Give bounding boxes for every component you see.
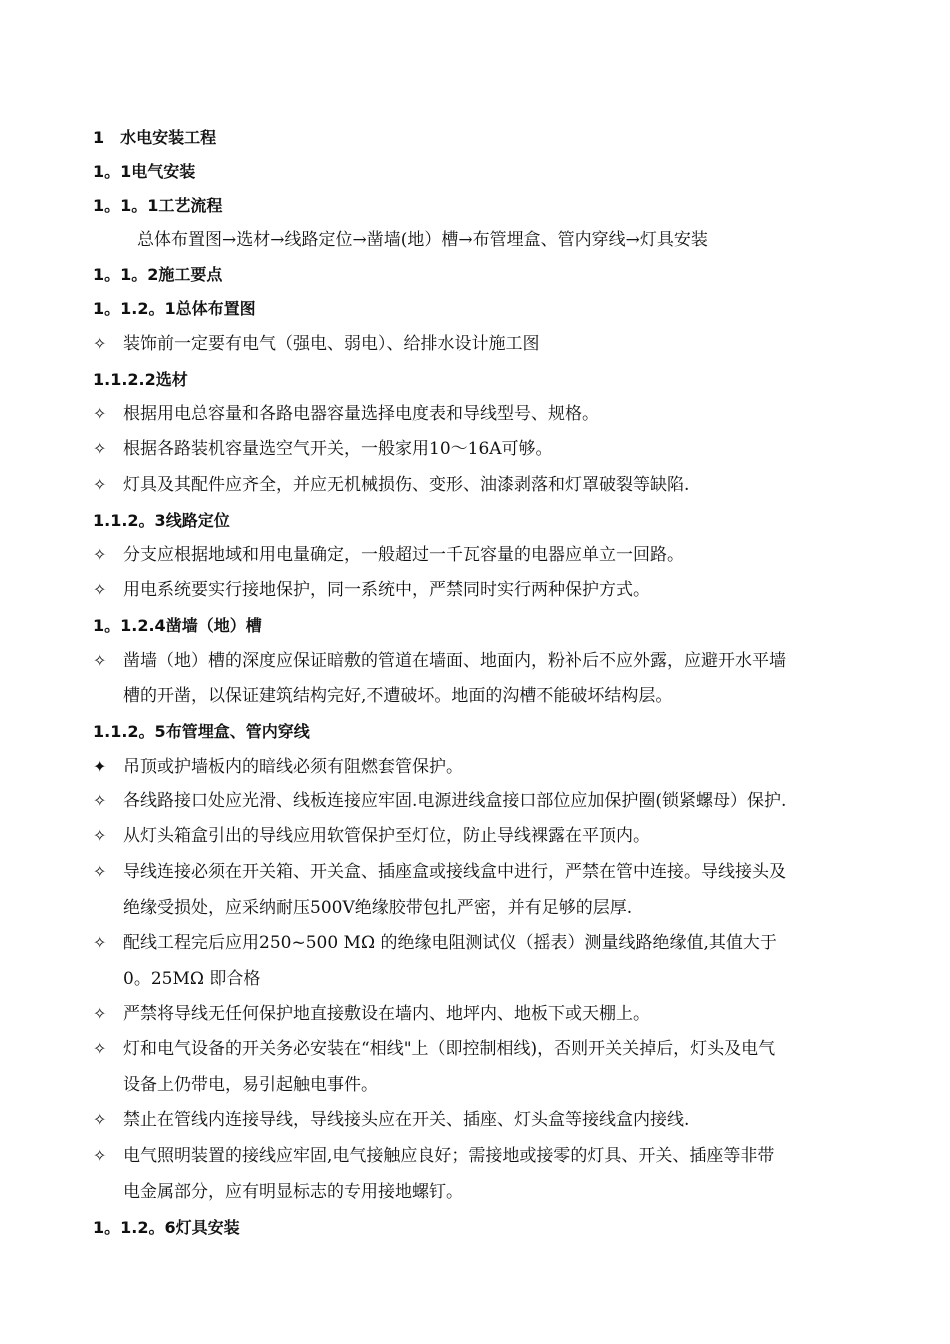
heading-layout-plan: 1。1.2。1总体布置图 xyxy=(93,299,256,318)
list-item: ✧ 配线工程完后应用250~500 MΩ 的绝缘电阻测试仪（摇表）测量线路绝缘值,其值大于 xyxy=(93,933,777,953)
list-item: ✧ 灯和电气设备的开关务必安装在“相线"上（即控制相线)，否则开关关掉后，灯头及电气 xyxy=(93,1039,776,1059)
bullet-icon: ✧ xyxy=(93,1039,107,1058)
list-item: ✧ 根据各路装机容量选空气开关，一般家用10～16A可够。 xyxy=(93,439,553,459)
list-item: ✧ 分支应根据地域和用电量确定，一般超过一千瓦容量的电器应单立一回路。 xyxy=(93,545,684,565)
list-item: ✧ 从灯头箱盒引出的导线应用软管保护至灯位，防止导线裸露在平顶内。 xyxy=(93,826,650,846)
heading-electrical-install: 1。1电气安装 xyxy=(93,162,196,181)
list-item: ✧ 电气照明装置的接线应牢固,电气接触应良好；需接地或接零的灯具、开关、插座等非带 xyxy=(93,1146,775,1166)
heading-process-flow: 1。1。1工艺流程 xyxy=(93,196,223,215)
bullet-icon: ✧ xyxy=(93,791,107,810)
bullet-icon: ✧ xyxy=(93,545,107,564)
bullet-icon: ✧ xyxy=(93,334,107,353)
list-item: ✧ 根据用电总容量和各路电器容量选择电度表和导线型号、规格。 xyxy=(93,404,599,424)
list-item: ✧ 凿墙（地）槽的深度应保证暗敷的管道在墙面、地面内，粉补后不应外露，应避开水平墙 xyxy=(93,651,786,671)
bullet-icon: ✧ xyxy=(93,933,107,952)
bullet-icon: ✧ xyxy=(93,1110,107,1129)
list-item-continuation: 绝缘受损处，应采纳耐压500V绝缘胶带包扎严密，并有足够的层厚. xyxy=(123,898,633,918)
bullet-icon: ✧ xyxy=(93,1004,107,1023)
heading-construction-points: 1。1。2施工要点 xyxy=(93,265,223,284)
bullet-solid-icon: ✦ xyxy=(93,757,107,776)
list-item: ✦ 吊顶或护墙板内的暗线必须有阻燃套管保护。 xyxy=(93,757,463,777)
bullet-icon: ✧ xyxy=(93,862,107,881)
list-item: ✧ 严禁将导线无任何保护地直接敷设在墙内、地坪内、地板下或天棚上。 xyxy=(93,1004,650,1024)
list-item: ✧ 用电系统要实行接地保护，同一系统中，严禁同时实行两种保护方式。 xyxy=(93,580,650,600)
heading-water-electric: 1 水电安装工程 xyxy=(93,128,217,147)
heading-wall-slotting: 1。1.2.4凿墙（地）槽 xyxy=(93,616,262,635)
list-item: ✧ 导线连接必须在开关箱、开关盒、插座盒或接线盒中进行，严禁在管中连接。导线接头及 xyxy=(93,862,786,882)
heading-lamp-installation: 1。1.2。6灯具安装 xyxy=(93,1218,240,1237)
process-flow-text: 总体布置图→选材→线路定位→凿墙(地）槽→布管埋盒、管内穿线→灯具安装 xyxy=(137,230,708,250)
heading-materials: 1.1.2.2选材 xyxy=(93,370,188,389)
bullet-icon: ✧ xyxy=(93,651,107,670)
list-item-continuation: 电金属部分，应有明显标志的专用接地螺钉。 xyxy=(123,1182,463,1202)
list-item-continuation: 设备上仍带电，易引起触电事件。 xyxy=(123,1075,378,1095)
heading-conduit-wiring: 1.1.2。5布管埋盒、管内穿线 xyxy=(93,722,310,741)
list-item-continuation: 0。25MΩ 即合格 xyxy=(123,969,261,989)
list-item: ✧ 各线路接口处应光滑、线板连接应牢固.电源进线盒接口部位应加保护圈(锁紧螺母）保护. xyxy=(93,791,787,811)
bullet-icon: ✧ xyxy=(93,1146,107,1165)
bullet-icon: ✧ xyxy=(93,475,107,494)
list-item: ✧ 禁止在管线内连接导线，导线接头应在开关、插座、灯头盒等接线盒内接线. xyxy=(93,1110,690,1130)
list-item-continuation: 槽的开凿，以保证建筑结构完好,不遭破坏。地面的沟槽不能破坏结构层。 xyxy=(123,686,673,706)
list-item: ✧ 灯具及其配件应齐全，并应无机械损伤、变形、油漆剥落和灯罩破裂等缺陷. xyxy=(93,475,690,495)
heading-line-positioning: 1.1.2。3线路定位 xyxy=(93,511,230,530)
bullet-icon: ✧ xyxy=(93,404,107,423)
bullet-icon: ✧ xyxy=(93,826,107,845)
bullet-icon: ✧ xyxy=(93,439,107,458)
bullet-icon: ✧ xyxy=(93,580,107,599)
list-item: ✧ 装饰前一定要有电气（强电、弱电）、给排水设计施工图 xyxy=(93,334,540,354)
